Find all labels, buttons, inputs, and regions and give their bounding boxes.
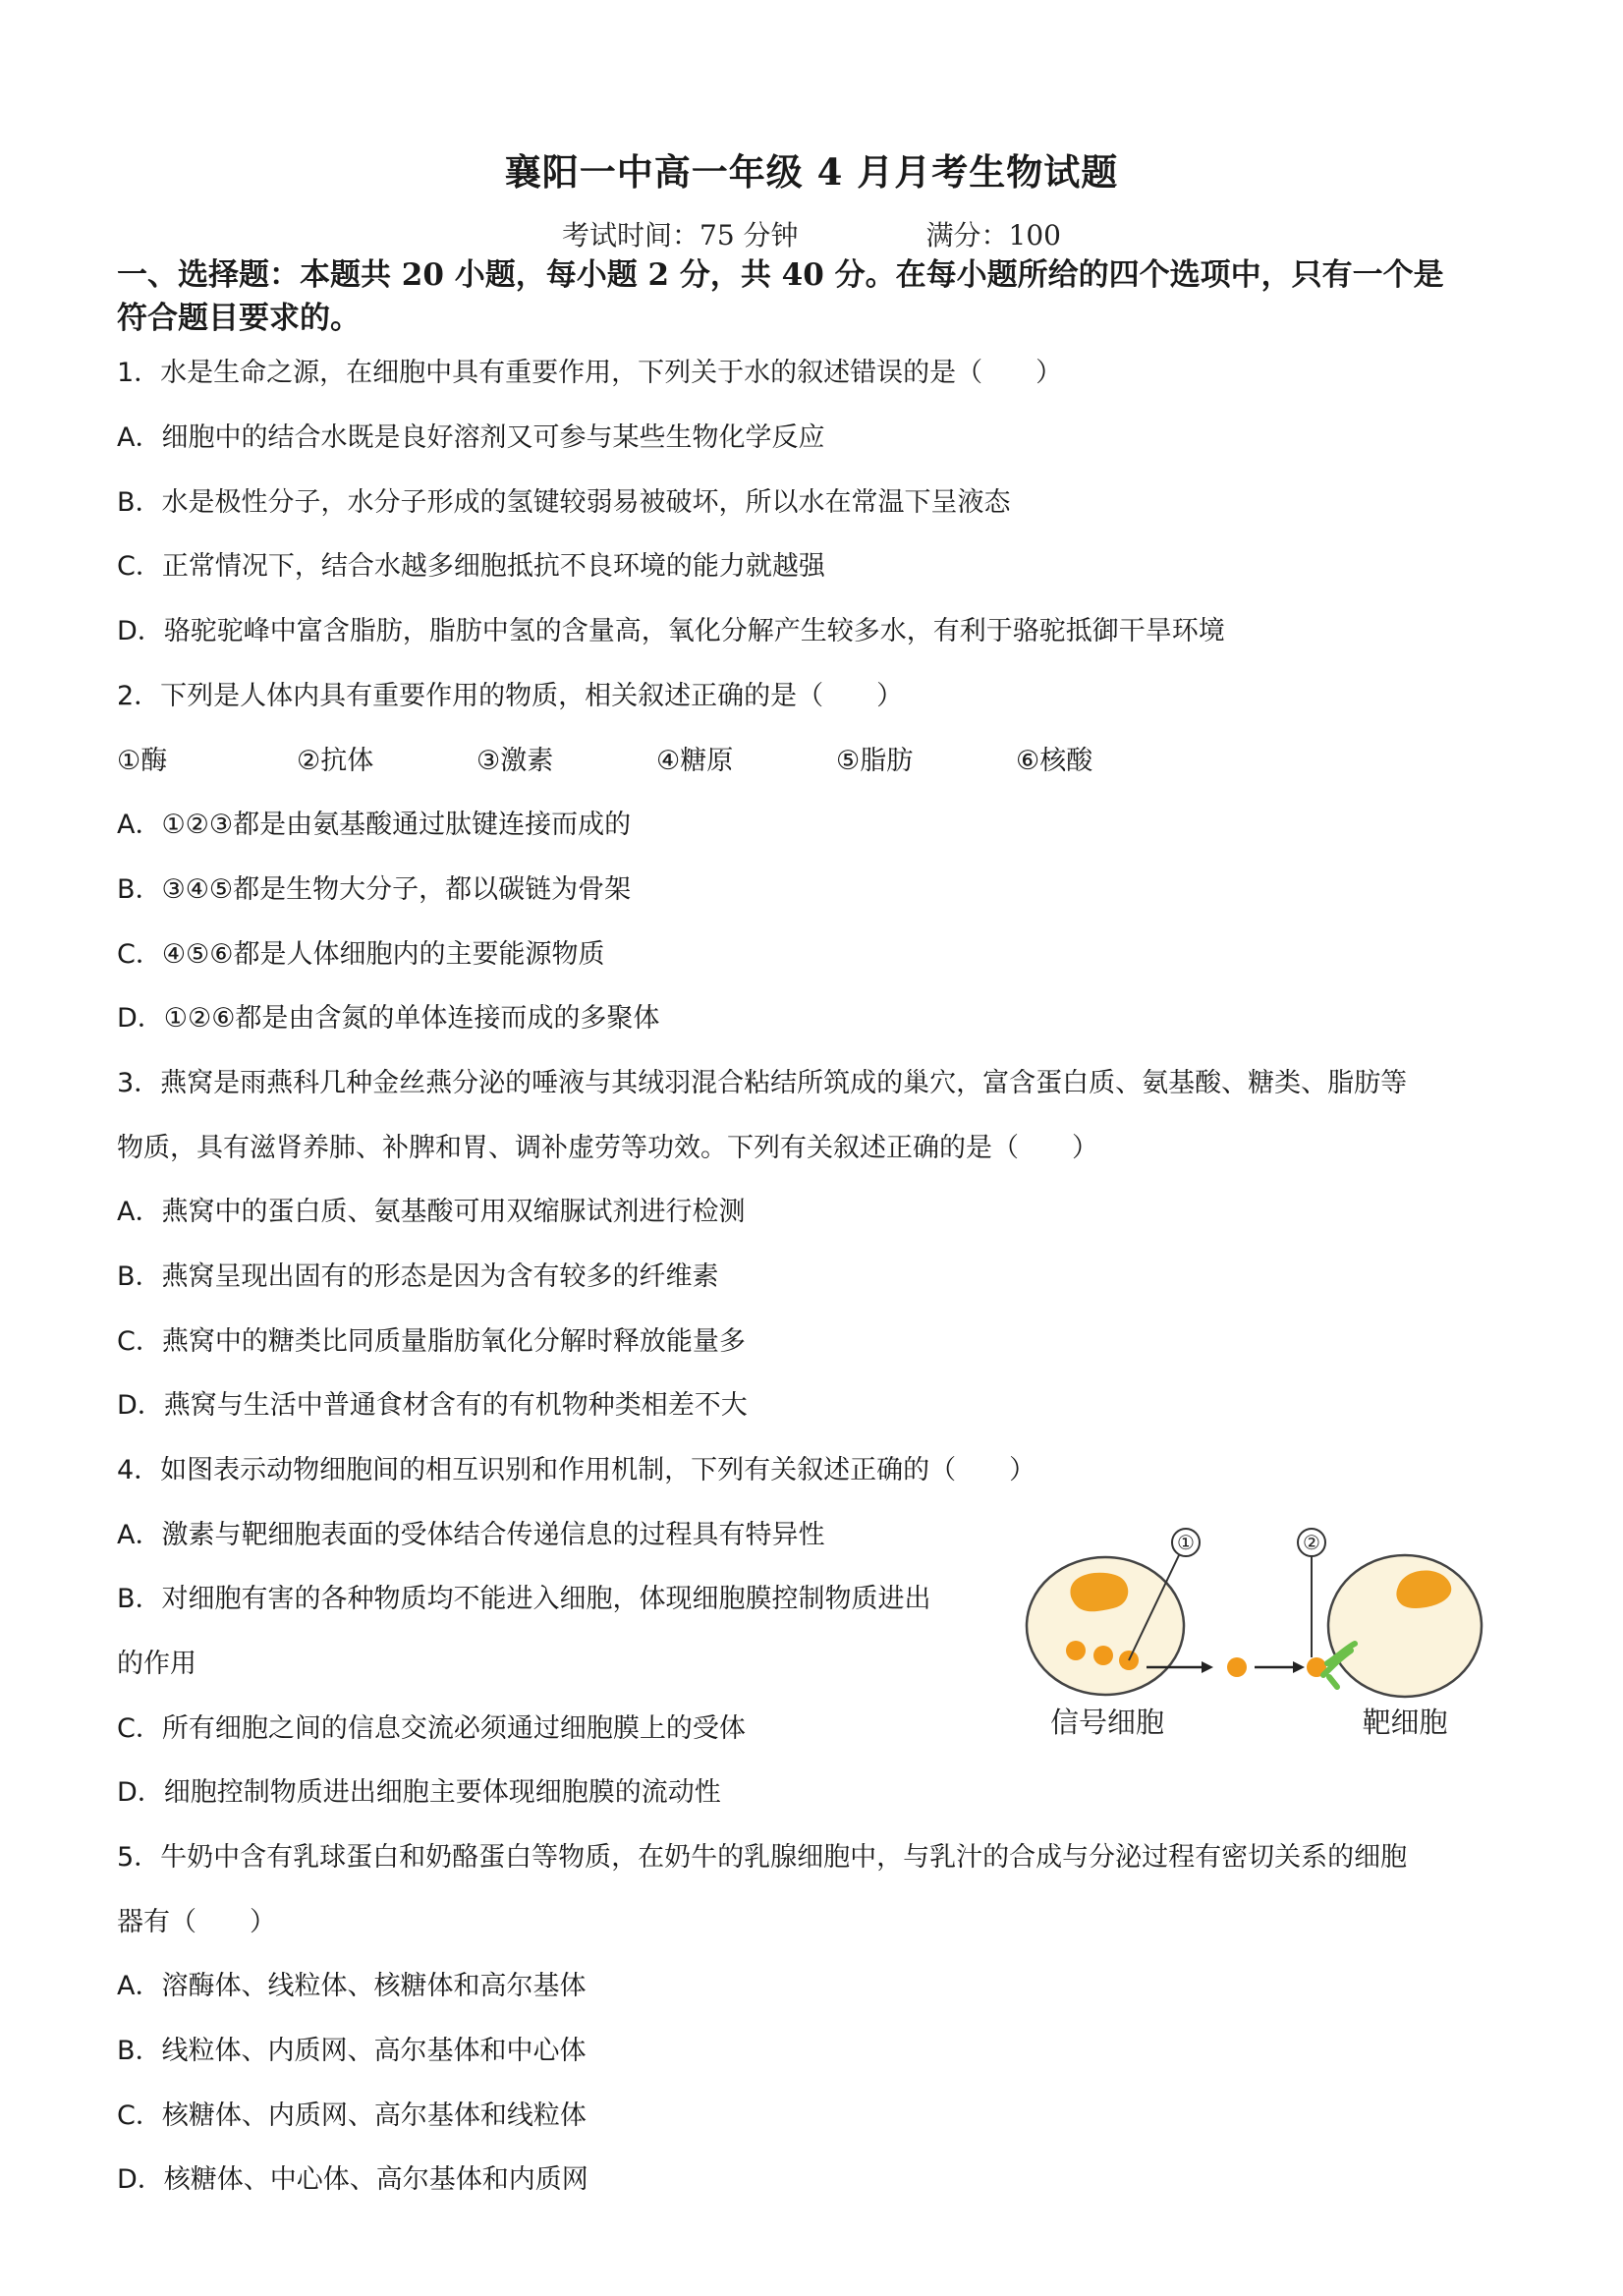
question-2-option-d: D．①②⑥都是由含氮的单体连接而成的多聚体 <box>117 1003 660 1034</box>
exam-time: 考试时间：75 分钟 <box>562 219 799 252</box>
section-heading <box>117 253 1532 340</box>
question-4-option-a: A．激素与靶细胞表面的受体结合传递信息的过程具有特异性 <box>117 1520 825 1550</box>
question-2-item: ①酶 <box>117 746 168 776</box>
question-1-option-b: B．水是极性分子，水分子形成的氢键较弱易被破坏，所以水在常温下呈液态 <box>117 487 1011 518</box>
question-2-item: ④糖原 <box>656 746 734 776</box>
question-1-stem: 1．水是生命之源，在细胞中具有重要作用，下列关于水的叙述错误的是（ ） <box>117 358 1063 388</box>
question-3-option-b: B．燕窝呈现出固有的形态是因为含有较多的纤维素 <box>117 1261 719 1292</box>
question-5-stem-line-1: 5．牛奶中含有乳球蛋白和奶酪蛋白等物质，在奶牛的乳腺细胞中，与乳汁的合成与分泌过程有密切关系的细胞 <box>117 1842 1408 1873</box>
question-3-option-c: C．燕窝中的糖类比同质量脂肪氧化分解时释放能量多 <box>117 1326 746 1357</box>
arrow-1-head <box>1202 1661 1213 1673</box>
vesicle <box>1066 1641 1086 1660</box>
marker-1: ① <box>1177 1531 1195 1554</box>
question-5-option-c: C．核糖体、内质网、高尔基体和线粒体 <box>117 2100 587 2131</box>
full-score: 满分：100 <box>925 219 1061 252</box>
question-3-option-d: D．燕窝与生活中普通食材含有的有机物种类相差不大 <box>117 1390 748 1421</box>
target-cell-label: 靶细胞 <box>1362 1706 1448 1739</box>
page-title: 襄阳一中高一年级 4 月月考生物试题 <box>504 150 1119 194</box>
cell-signaling-diagram <box>1017 1518 1488 1744</box>
question-2-item: ②抗体 <box>297 746 374 776</box>
question-2-option-c: C．④⑤⑥都是人体细胞内的主要能源物质 <box>117 939 605 970</box>
question-4-option-b-line-1: B．对细胞有害的各种物质均不能进入细胞，体现细胞膜控制物质进出 <box>117 1584 931 1614</box>
question-5-option-b: B．线粒体、内质网、高尔基体和中心体 <box>117 2036 587 2066</box>
marker-2: ② <box>1303 1531 1320 1554</box>
question-2-item: ⑤脂肪 <box>836 746 914 776</box>
question-2-stem: 2．下列是人体内具有重要作用的物质，相关叙述正确的是（ ） <box>117 681 904 711</box>
question-4-option-d: D．细胞控制物质进出细胞主要体现细胞膜的流动性 <box>117 1777 721 1808</box>
target-cell <box>1328 1555 1482 1697</box>
question-4-option-b-line-2: 的作用 <box>117 1649 196 1679</box>
section-heading-line-2: 符合题目要求的。 <box>117 301 361 336</box>
cell-signaling-figure <box>1017 1518 1488 1744</box>
question-1-option-a: A．细胞中的结合水既是良好溶剂又可参与某些生物化学反应 <box>117 422 825 453</box>
question-1-option-c: C．正常情况下，结合水越多细胞抵抗不良环境的能力就越强 <box>117 551 825 582</box>
arrow-2-head <box>1293 1661 1305 1673</box>
question-3-option-a: A．燕窝中的蛋白质、氨基酸可用双缩脲试剂进行检测 <box>117 1197 746 1227</box>
question-1-option-d: D．骆驼驼峰中富含脂肪，脂肪中氢的含量高，氧化分解产生较多水，有利于骆驼抵御干旱环境 <box>117 616 1225 646</box>
question-2-item: ⑥核酸 <box>1016 746 1093 776</box>
section-heading-line-1: 一、选择题：本题共 20 小题，每小题 2 分，共 40 分。在每小题所给的四个选项中，只有一个是 <box>117 257 1444 293</box>
question-5-option-a: A．溶酶体、线粒体、核糖体和高尔基体 <box>117 1971 587 2001</box>
question-5-stem-line-2: 器有（ ） <box>117 1907 276 1937</box>
vesicle <box>1093 1646 1113 1665</box>
question-4-stem: 4．如图表示动物细胞间的相互识别和作用机制，下列有关叙述正确的（ ） <box>117 1455 1036 1485</box>
question-2-items <box>117 744 1196 779</box>
signal-cell-label: 信号细胞 <box>1049 1706 1165 1739</box>
question-3-stem-line-1: 3．燕窝是雨燕科几种金丝燕分泌的唾液与其绒羽混合粘结所筑成的巢穴，富含蛋白质、氨基酸、糖类、脂肪等 <box>117 1068 1408 1098</box>
question-2-item: ③激素 <box>476 746 554 776</box>
question-2-option-a: A．①②③都是由氨基酸通过肽键连接而成的 <box>117 810 632 840</box>
exam-info <box>0 214 1623 253</box>
signal-molecule <box>1227 1657 1247 1677</box>
question-5-option-d: D．核糖体、中心体、高尔基体和内质网 <box>117 2164 588 2195</box>
signal-cell-nucleus <box>1070 1573 1128 1611</box>
question-2-option-b: B．③④⑤都是生物大分子，都以碳链为骨架 <box>117 874 632 905</box>
question-3-stem-line-2: 物质，具有滋肾养肺、补脾和胃、调补虚劳等功效。下列有关叙述正确的是（ ） <box>117 1133 1098 1163</box>
question-4-option-c: C．所有细胞之间的信息交流必须通过细胞膜上的受体 <box>117 1713 746 1744</box>
